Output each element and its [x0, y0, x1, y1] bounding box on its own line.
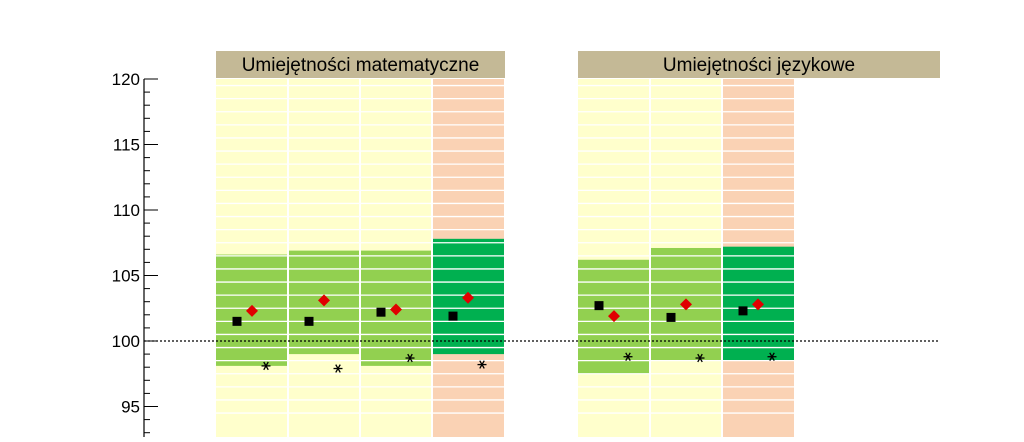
square-marker [233, 317, 242, 326]
panel-headers [216, 51, 940, 78]
square-marker [305, 317, 314, 326]
y-tick-label: 100 [111, 332, 140, 351]
y-tick-label: 120 [111, 70, 140, 89]
y-tick-label: 105 [111, 266, 140, 286]
y-axis [112, 70, 158, 437]
y-tick-label: 115 [112, 135, 140, 155]
panel-title: Umiejętności matematyczne [241, 55, 480, 76]
square-marker [449, 312, 458, 321]
square-marker [595, 301, 604, 310]
y-tick-label: 95 [121, 397, 140, 417]
y-tick-label: 110 [112, 201, 140, 220]
square-marker [377, 308, 386, 317]
square-marker [667, 313, 676, 322]
square-marker [739, 306, 748, 315]
background-band [578, 79, 650, 437]
panel-title: Umiejętności językowe [662, 55, 856, 76]
